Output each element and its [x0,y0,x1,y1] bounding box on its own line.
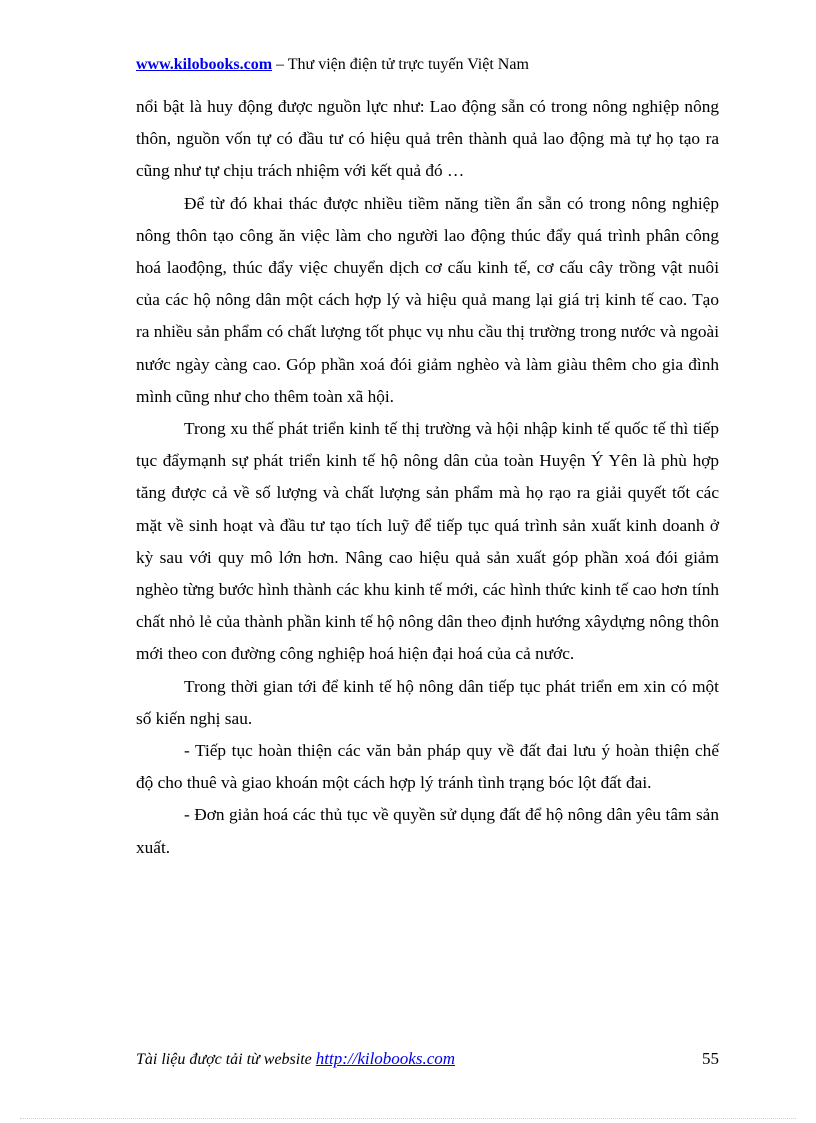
recommendation-2: - Đơn giản hoá các thủ tục về quyền sử dụng đất để hộ nông dân yêu tâm sản xuất. [136,805,719,857]
paragraph-1: nổi bật là huy động được nguồn lực như: Lao động sẵn có trong nông nghiệp nông thôn, nguồn vốn tự có đầu tư có hiệu quả trên thành quả lao động mà tự họ tạo ra cũng như tự chịu trách nhiệm với kết quả đó … [136,97,719,181]
page-bottom-divider [20,1118,796,1119]
footer-note-text: Tài liệu được tải từ website [136,1051,316,1068]
paragraph-2: Để từ đó khai thác được nhiều tiềm năng tiền ẩn sẵn có trong nông nghiệp nông thôn tạo công ăn việc làm cho người lao động thúc đẩy quá trình phân công hoá laođộng, thúc đẩy việc chuyển dịch cơ cấu kinh tế, cơ cấu cây trồng vật nuôi của các hộ nông dân một cách hợp lý và hiệu quả mang lại giá trị kinh tế cao. Tạo ra nhiều sản phẩm có chất lượng tốt phục vụ nhu cầu thị trường trong nước và ngoài nước ngày càng cao. Góp phần xoá đói giảm nghèo và làm giàu thêm cho gia đình mình cũng như cho thêm toàn xã hội. [136,193,719,406]
page-number: 55 [702,1049,719,1068]
site-title: – Thư viện điện tử trực tuyến Việt Nam [272,56,529,73]
paragraph-3: Trong xu thế phát triển kinh tế thị trường và hội nhập kinh tế quốc tế thì tiếp tục đẩymạnh sự phát triển kinh tế hộ nông dân của toàn Huyện Ý Yên là phù hợp tăng được cả về số lượng và chất lượng sản phẩm mà họ rạo ra giải quyết tốt các mặt về sinh hoạt và đầu tư tạo tích luỹ để tiếp tục quá trình sản xuất kinh doanh ở kỳ sau với quy mô lớn hơn. Nâng cao hiệu quả sản xuất góp phần xoá đói giảm nghèo từng bước hình thành các khu kinh tế mới, các hình thức kinh tế cao hơn tính chất nhỏ lẻ của thành phần kinh tế hộ nông dân theo định hướng xâydựng nông thôn mới theo con đường công nghiệp hoá hiện đại hoá của cả nước. [136,419,719,664]
footer-link[interactable]: http://kilobooks.com [315,1049,456,1068]
footer-note [136,1047,455,1072]
site-link[interactable]: www.kilobooks.com [136,56,273,73]
document-body [136,91,719,864]
page-footer [136,1047,719,1071]
page-header [136,54,529,76]
recommendation-1: - Tiếp tục hoàn thiện các văn bản pháp quy về đất đai lưu ý hoàn thiện chế độ cho thuê và giao khoán một cách hợp lý tránh tình trạng bóc lột đất đai. [136,741,719,793]
paragraph-4: Trong thời gian tới để kinh tế hộ nông dân tiếp tục phát triển em xin có một số kiến nghị sau. [136,676,719,728]
